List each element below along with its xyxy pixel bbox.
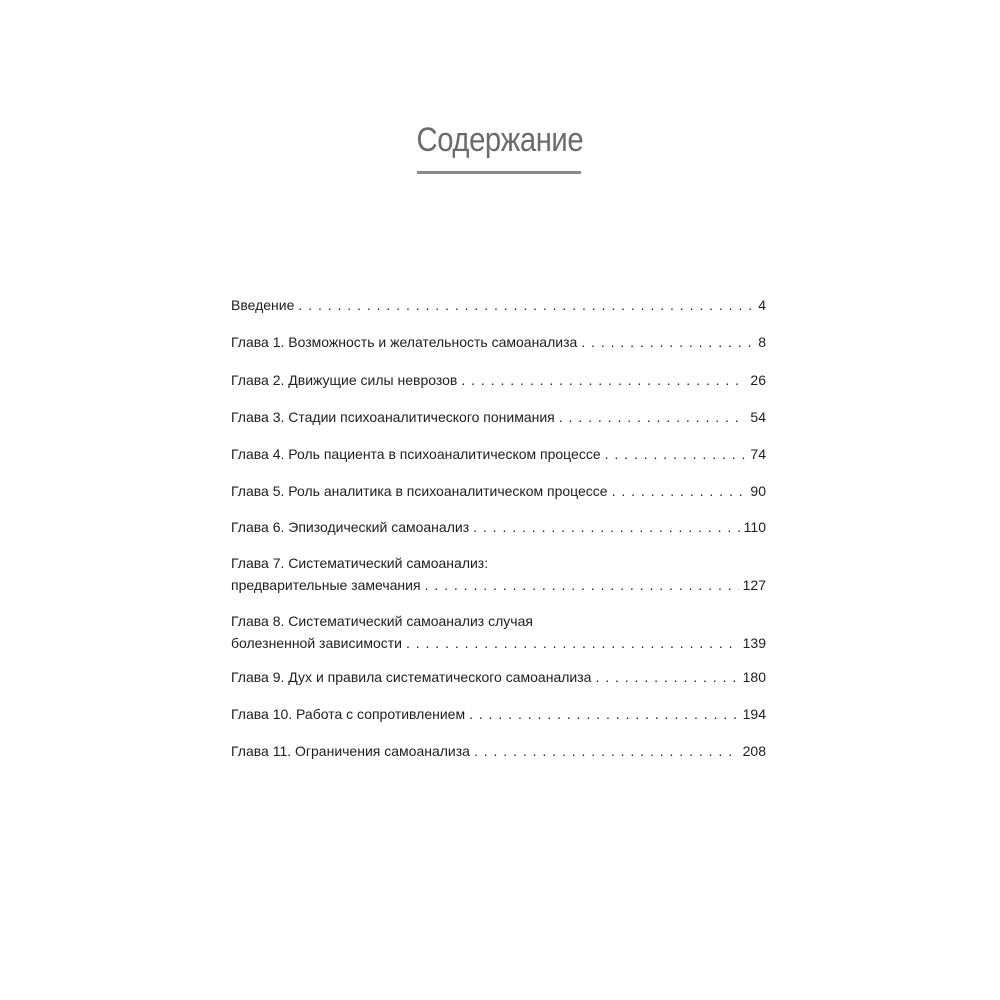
- dot-leader: [406, 632, 739, 654]
- dot-leader: [425, 574, 739, 596]
- toc-entry-chapter-2[interactable]: [231, 369, 766, 391]
- toc-entry-introduction[interactable]: [231, 294, 766, 316]
- dot-leader: [298, 294, 754, 316]
- dot-leader: [595, 666, 738, 688]
- toc-entry-title: Введение: [231, 297, 295, 313]
- toc-entry-title-line-2: болезненной зависимости: [231, 635, 402, 651]
- toc-entry-title-line-1: Глава 8. Систематический самоанализ случая: [231, 613, 533, 629]
- dot-leader: [474, 740, 739, 762]
- toc-entry-page: 54: [750, 409, 766, 425]
- toc-entry-page: 74: [750, 446, 766, 462]
- toc-entry-chapter-3[interactable]: [231, 406, 766, 428]
- toc-entry-chapter-10[interactable]: [231, 703, 766, 725]
- toc-entry-title: Глава 4. Роль пациента в психоаналитическом процессе: [231, 446, 601, 462]
- title-block: [0, 118, 1000, 162]
- toc-entry-page: 4: [758, 297, 766, 313]
- toc-entry-chapter-8[interactable]: [231, 610, 766, 654]
- toc-entry-title: Глава 2. Движущие силы неврозов: [231, 372, 458, 388]
- toc-entry-page: 180: [742, 669, 766, 685]
- toc-entry-chapter-6[interactable]: [231, 516, 766, 538]
- dot-leader: [605, 443, 747, 465]
- toc-entry-chapter-9[interactable]: [231, 666, 766, 688]
- toc-entry-chapter-4[interactable]: [231, 443, 766, 465]
- toc-entry-title: Глава 10. Работа с сопротивлением: [231, 706, 466, 722]
- toc-entry-chapter-1[interactable]: [231, 331, 766, 353]
- toc-entry-title-line-2: предварительные замечания: [231, 577, 421, 593]
- toc-entry-page: 26: [750, 372, 766, 388]
- toc-entry-title: Глава 1. Возможность и желательность самоанализа: [231, 334, 578, 350]
- dot-leader: [473, 516, 740, 538]
- toc-entry-page: 127: [742, 577, 766, 593]
- toc-entry-page: 90: [750, 483, 766, 499]
- toc-entry-chapter-11[interactable]: [231, 740, 766, 762]
- toc-entry-page: 208: [742, 743, 766, 759]
- toc-entry-chapter-5[interactable]: [231, 480, 766, 502]
- toc-entry-page: 110: [743, 519, 766, 535]
- toc-entry-page: 139: [742, 635, 766, 651]
- toc-entry-page: 8: [758, 334, 766, 350]
- toc-entry-title: Глава 6. Эпизодический самоанализ: [231, 519, 470, 535]
- dot-leader: [469, 703, 739, 725]
- dot-leader: [461, 369, 746, 391]
- toc-entry-page: 194: [742, 706, 766, 722]
- page-title: Содержание: [416, 121, 584, 159]
- toc-entry-title: Глава 9. Дух и правила систематического самоанализа: [231, 669, 592, 685]
- dot-leader: [581, 331, 754, 353]
- toc-entry-title-line-1: Глава 7. Систематический самоанализ:: [231, 555, 489, 571]
- toc-entry-title: Глава 5. Роль аналитика в психоаналитическом процессе: [231, 483, 608, 499]
- title-underline: [417, 171, 581, 174]
- toc-entry-title: Глава 11. Ограничения самоанализа: [231, 743, 470, 759]
- dot-leader: [612, 480, 747, 502]
- dot-leader: [559, 406, 747, 428]
- toc-entry-title: Глава 3. Стадии психоаналитического понимания: [231, 409, 555, 425]
- toc-entry-chapter-7[interactable]: [231, 552, 766, 596]
